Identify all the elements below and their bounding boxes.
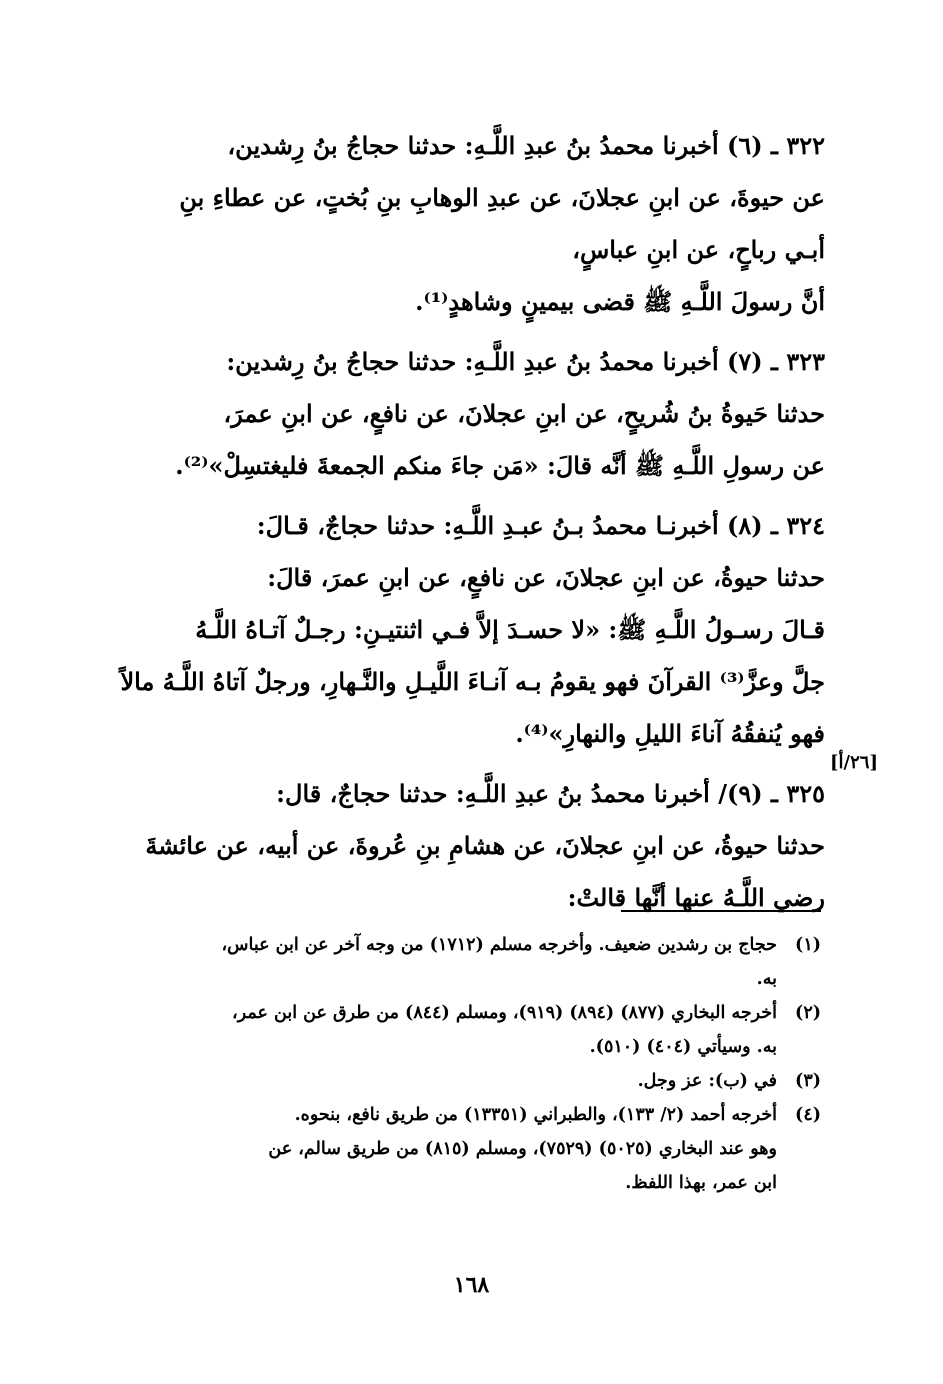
hadith-324-line: حدثنا حيوةُ، عن ابنِ عجلانَ، عن نافعٍ، عن ابنِ عمرَ، قالَ: bbox=[267, 563, 825, 592]
hadith-324-line: جلَّ وعزَّ⁽³⁾ القرآنَ فهو يقومُ بـه آنـاءَ اللَّيـلِ والنَّـهارِ، ورجلٌ آتاهُ اللَّـهُ مالاً bbox=[120, 667, 825, 696]
hadith-322-line: أبـي رباحٍ، عن ابنِ عباسٍ، bbox=[572, 235, 825, 264]
hadith-322-line: ٣٢٢ ـ (٦) أخبرنا محمدُ بنُ عبدِ اللَّـهِ: حدثنا حجاجُ بنُ رِشدين، bbox=[227, 131, 825, 160]
footnote-line: في (ب): عز وجل. bbox=[637, 1071, 777, 1091]
manuscript-folio-marker: [٢٦/أ] bbox=[830, 752, 878, 773]
footnote-number: (٣) bbox=[795, 1071, 821, 1091]
footnote-line: حجاج بن رشدين ضعيف. وأخرجه مسلم (١٧١٢) من وجه آخر عن ابن عباس، bbox=[221, 935, 777, 955]
footnote bbox=[121, 996, 821, 1064]
footnote-line: به. bbox=[756, 969, 777, 989]
footnote-line: أخرجه البخاري (٨٧٧) (٨٩٤) (٩١٩)، ومسلم (٨٤٤) من طرق عن ابن عمر، bbox=[232, 1003, 777, 1023]
footnote-line: ابن عمر، بهذا اللفظ. bbox=[625, 1173, 777, 1193]
footnote bbox=[121, 928, 821, 996]
hadith-323-line: حدثنا حَيوةُ بنُ شُريحٍ، عن ابنِ عجلانَ، عن نافعٍ، عن ابنِ عمرَ، bbox=[223, 399, 825, 428]
hadith-322-line: عن حيوةَ، عن ابنِ عجلانَ، عن عبدِ الوهابِ بنِ بُختٍ، عن عطاءِ بنِ bbox=[179, 183, 825, 212]
page-number: ١٦٨ bbox=[453, 1272, 490, 1298]
footnote-line: به. وسيأتي (٤٠٤) (٥١٠). bbox=[589, 1037, 777, 1057]
hadith-324-line: ٣٢٤ ـ (٨) أخبرنـا محمدُ بـنُ عبـدِ اللَّـهِ: حدثنا حجاجٌ، قـالَ: bbox=[256, 511, 825, 540]
main-text bbox=[120, 120, 825, 924]
footnote-separator bbox=[621, 910, 821, 912]
footnote-number: (٢) bbox=[795, 1003, 821, 1023]
hadith-324-line: قـالَ رسـولُ اللَّـهِ ﷺ: «لا حسـدَ إلاَّ فـي اثنتيـنِ: رجـلٌ آتـاهُ اللَّـهُ bbox=[195, 615, 825, 644]
hadith-325-line: رضي اللَّـهُ عنها أنَّها قالتْ: bbox=[567, 883, 825, 912]
hadith-323-line: عن رسولِ اللَّـهِ ﷺ أنَّه قالَ: «مَن جاءَ منكم الجمعةَ فليغتسِلْ»⁽²⁾. bbox=[175, 451, 825, 480]
footnote bbox=[121, 1064, 821, 1098]
hadith-322-line: أنَّ رسولَ اللَّـهِ ﷺ قضى بيمينٍ وشاهدٍ⁽¹⁾. bbox=[415, 287, 825, 316]
hadith-325-line: ٣٢٥ ـ (٩)/ أخبرنا محمدُ بنُ عبدِ اللَّـهِ: حدثنا حجاجٌ، قال: bbox=[276, 779, 825, 808]
hadith-325-line: حدثنا حيوةُ، عن ابنِ عجلانَ، عن هشامِ بنِ عُروةَ، عن أبيه، عن عائشةَ bbox=[145, 831, 825, 860]
footnote-line: أخرجه أحمد (٢/ ١٣٣)، والطبراني (١٣٣٥١) من طريق نافع، بنحوه. bbox=[294, 1105, 777, 1125]
hadith-323-line: ٣٢٣ ـ (٧) أخبرنا محمدُ بنُ عبدِ اللَّـهِ: حدثنا حجاجُ بنُ رِشدين: bbox=[226, 347, 825, 376]
footnote bbox=[121, 1098, 821, 1200]
hadith-324-line: فهو يُنفقُهُ آناءَ الليلِ والنهارِ»⁽⁴⁾. bbox=[515, 719, 825, 748]
footnote-number: (١) bbox=[795, 935, 821, 955]
footnote-line: وهو عند البخاري (٥٠٢٥) (٧٥٢٩)، ومسلم (٨١٥) من طريق سالم، عن bbox=[268, 1139, 777, 1159]
footnote-number: (٤) bbox=[795, 1105, 821, 1125]
footnotes bbox=[121, 928, 821, 1200]
